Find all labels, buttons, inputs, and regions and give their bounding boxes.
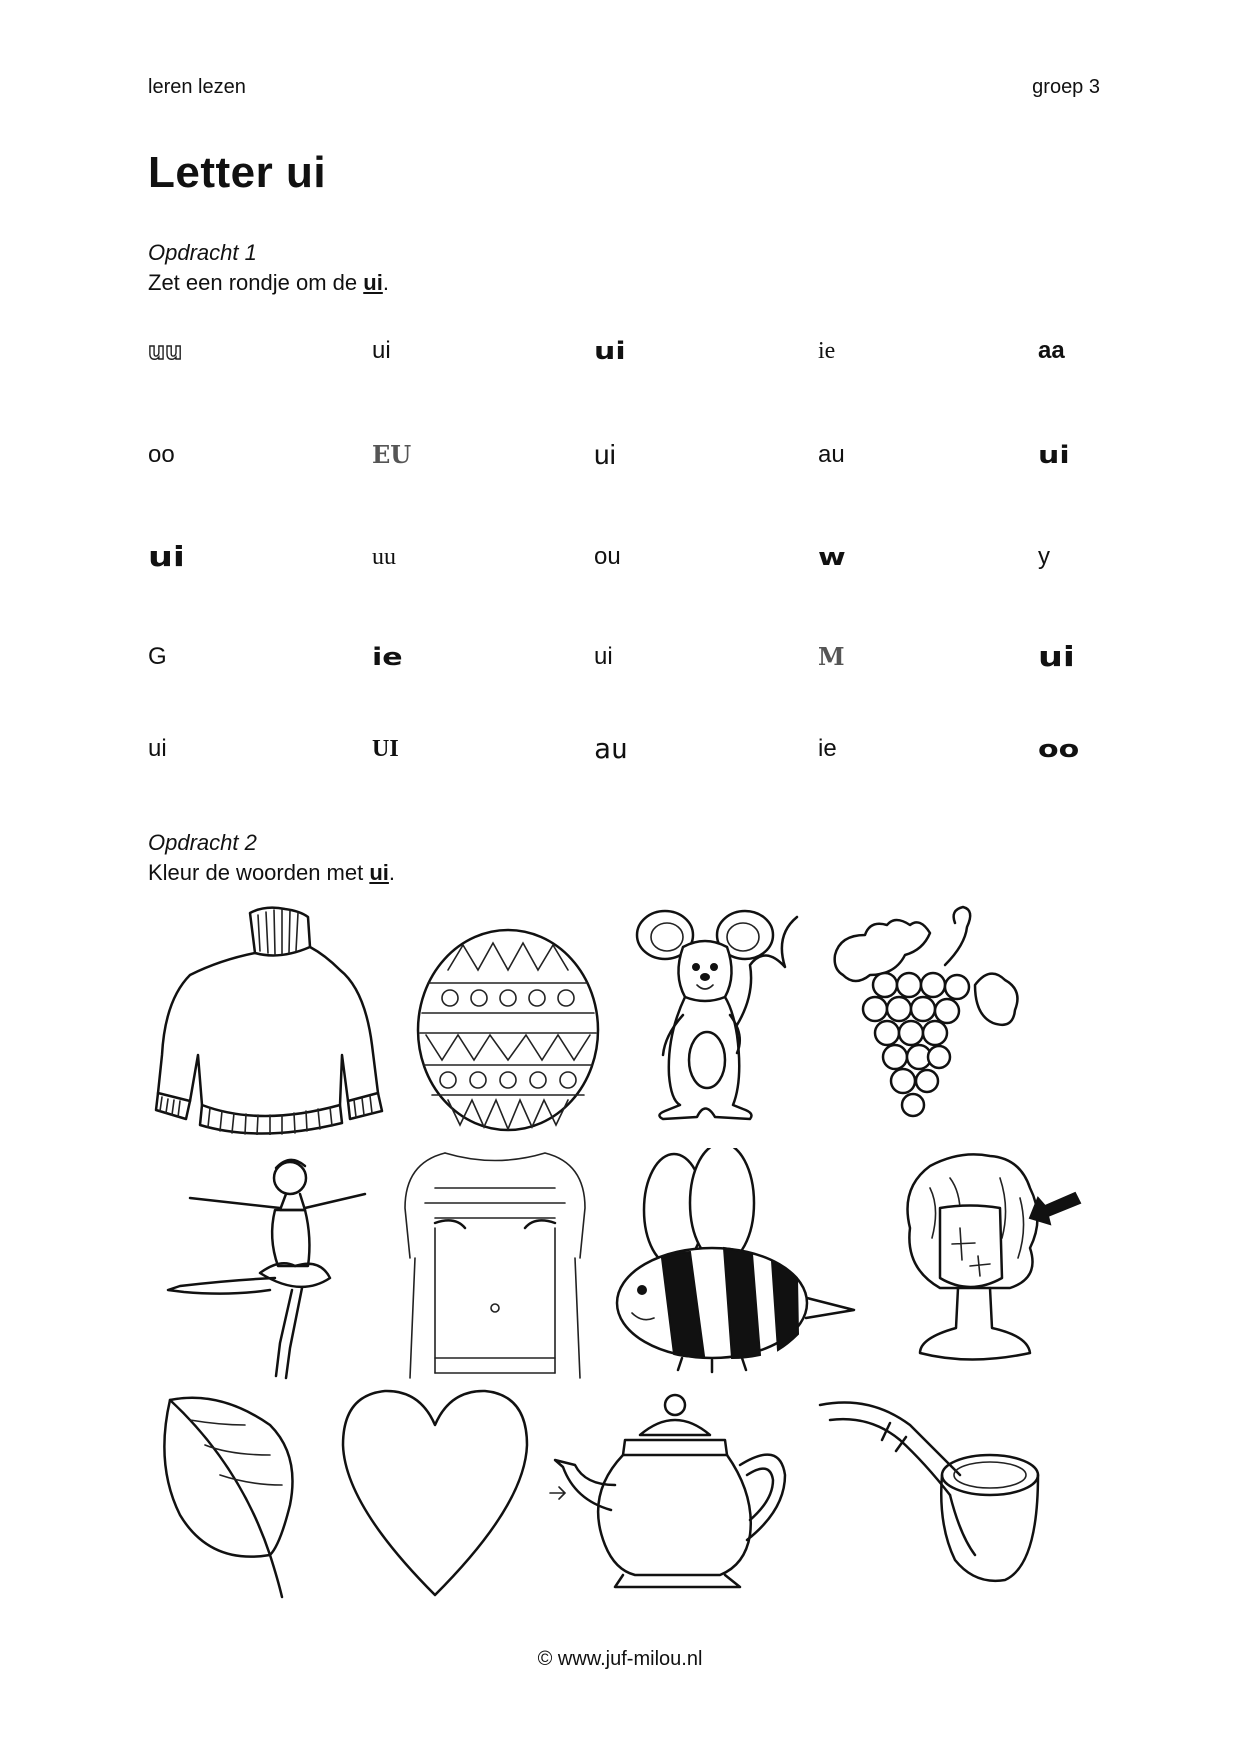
easter-egg-icon[interactable] bbox=[408, 925, 608, 1135]
letter-cell[interactable]: ui bbox=[148, 540, 185, 573]
heart-icon[interactable] bbox=[335, 1385, 535, 1600]
exercise1-label: Opdracht 1 bbox=[148, 240, 257, 265]
letter-cell[interactable]: oo bbox=[148, 441, 175, 468]
letter-cell[interactable]: ui bbox=[594, 643, 613, 670]
letter-cell[interactable]: ui bbox=[1038, 441, 1070, 469]
letter-cell[interactable]: uu bbox=[148, 337, 183, 365]
exercise1-instruction-text: Zet een rondje om de bbox=[148, 270, 364, 295]
letter-cell[interactable]: ie bbox=[818, 338, 836, 364]
exercise1-instruction-end: . bbox=[382, 270, 389, 295]
letter-cell[interactable]: G bbox=[148, 643, 167, 670]
page-title: Letter ui bbox=[148, 148, 327, 197]
letter-cell[interactable]: UI bbox=[372, 736, 399, 762]
exercise2-instruction-end: . bbox=[388, 860, 396, 885]
exercise2-instruction-text: Kleur de woorden met bbox=[148, 860, 370, 885]
leaf-icon[interactable] bbox=[150, 1385, 310, 1600]
footer-copyright: © www.juf-milou.nl bbox=[537, 1648, 703, 1670]
grapes-icon[interactable] bbox=[825, 905, 1025, 1135]
letter-cell[interactable]: ui bbox=[594, 439, 616, 470]
exercise1-target-letters: ui bbox=[363, 270, 383, 295]
letter-cell[interactable]: ie bbox=[818, 735, 837, 762]
header-grade: groep 3 bbox=[1032, 76, 1100, 98]
letter-cell[interactable]: ie bbox=[372, 643, 403, 671]
letter-cell[interactable]: M bbox=[818, 642, 845, 671]
exercise2-label: Opdracht 2 bbox=[148, 830, 257, 855]
letter-cell[interactable]: y bbox=[1038, 543, 1050, 570]
letter-cell[interactable]: ui bbox=[372, 337, 391, 364]
teapot-icon[interactable] bbox=[545, 1385, 795, 1600]
pipe-icon[interactable] bbox=[810, 1385, 1050, 1600]
wig-icon[interactable] bbox=[880, 1148, 1100, 1383]
letter-cell[interactable]: ui bbox=[594, 337, 626, 365]
letter-cell[interactable]: EU bbox=[372, 440, 412, 469]
letter-cell[interactable]: aa bbox=[1038, 337, 1065, 364]
letter-cell[interactable]: au bbox=[594, 732, 628, 765]
ballerina-icon[interactable] bbox=[150, 1148, 370, 1383]
header-subject: leren lezen bbox=[148, 76, 246, 98]
letter-cell[interactable]: w bbox=[818, 543, 846, 571]
letter-grid bbox=[148, 330, 1108, 790]
sweater-icon[interactable] bbox=[150, 905, 390, 1135]
belly-icon[interactable] bbox=[395, 1148, 595, 1383]
letter-cell[interactable]: uu bbox=[372, 544, 396, 570]
letter-cell[interactable]: ou bbox=[594, 543, 621, 570]
bee-icon[interactable] bbox=[612, 1148, 862, 1383]
letter-cell[interactable]: ui bbox=[148, 735, 167, 762]
mouse-icon[interactable] bbox=[625, 905, 805, 1135]
exercise2-target-letters: ui bbox=[369, 860, 389, 885]
exercise1-instruction bbox=[148, 270, 389, 296]
letter-cell[interactable]: ui bbox=[1038, 640, 1075, 673]
exercise2-instruction bbox=[148, 860, 395, 886]
letter-cell[interactable]: oo bbox=[1038, 735, 1080, 763]
letter-cell[interactable]: au bbox=[818, 441, 845, 468]
